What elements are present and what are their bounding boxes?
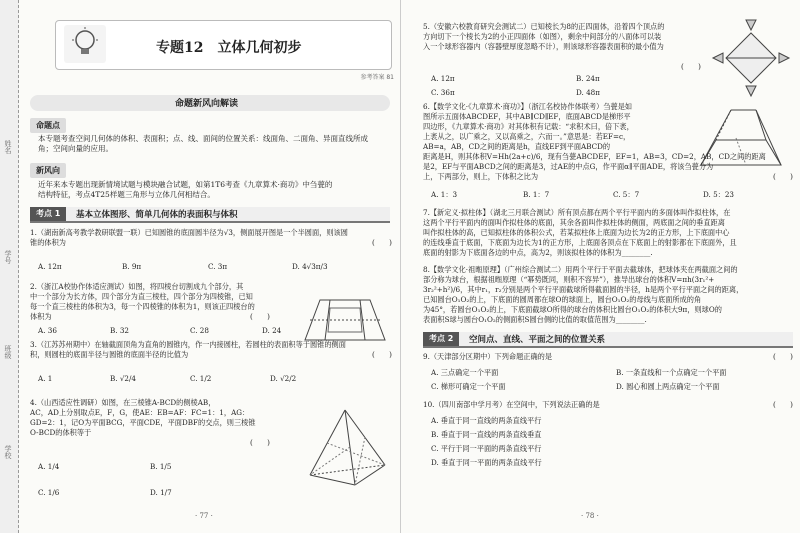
answer-blank: ( ) — [372, 350, 392, 359]
question-4: 4.（山西适应性调研）如图，在三棱锥A-BCD的侧棱AB， AC，AD上分别取点E，F，G，使AE：EB=AF：FC=1：1，AG： GD=2：1，记O为平面BCG，平面CDE，平面DBF的交点，则三棱锥 O-BCD的体积等于 — [30, 398, 256, 437]
xinfengxiang-text: 近年来本专题出现新情境试题与模块融合试题，如第1T6考查《九章算术·商功》中刍甍的 结构特征，考点4T25样题三角形与立体几何相结合。 — [38, 180, 333, 199]
kaodian-title: 空间点、直线、平面之间的位置关系 — [469, 335, 606, 345]
option-a: A. 12π — [38, 262, 62, 271]
question-2: 2.（浙江A校协作体适应测试）如图，将四棱台切割成九个部分，其 中一个部分为长方体，四个部分为直三棱柱，四个部分为四棱锥，已知 每一个直三棱柱的体积为3，每一个四棱锥的体积为1，则该正四棱台的 体积为 — [30, 282, 255, 321]
binding-label: 学校 — [4, 445, 12, 459]
binding-strip — [0, 0, 19, 533]
option-b: B. √2/4 — [110, 374, 136, 383]
option-b: B. 9π — [122, 262, 142, 271]
option-a: A. 1：3 — [431, 190, 458, 199]
kaodian-2-header — [423, 332, 793, 348]
option-d: D. 4√3π/3 — [292, 262, 328, 271]
option-a: A. 1 — [38, 374, 53, 383]
option-c: C. 梯形可确定一个平面 — [431, 382, 506, 391]
option-c: C. 36π — [431, 88, 455, 97]
option-c: C. 28 — [190, 326, 209, 335]
section-band — [30, 95, 390, 111]
option-d: D. 垂直于同一平面的两条直线平行 — [431, 458, 542, 467]
option-d: D. 圆心和圆上两点确定一个平面 — [616, 382, 720, 391]
octahedron-figure — [711, 18, 791, 102]
option-d: D. 1/7 — [150, 488, 172, 497]
binding-label: 学号 — [4, 250, 12, 264]
xinfengxiang-tag: 新风向 — [30, 163, 66, 178]
option-c: C. 1/2 — [190, 374, 212, 383]
answer-blank: ( ) — [372, 238, 392, 247]
option-b: B. 垂直于同一直线的两条直线垂直 — [431, 430, 542, 439]
option-c: C. 1/6 — [38, 488, 60, 497]
question-1: 1.（湖南新高考教学教研联盟一联）已知圆锥的底面圆半径为√3，侧面展开图是一个半圆面，则该圆 锥的体积为 — [30, 228, 348, 247]
question-7: 7.【新定义·拟柱体】（湖北三月联合测试）所有顶点都在两个平行平面内的多面体叫作拟柱体，在 这两个平行平面内的面叫作拟柱体的底面，其余各面叫作拟柱体的侧面，两底面之间的垂直距离 叫作拟柱体的高，已知拟柱体的体积公式，若某拟柱体上底面为边长为2的正方形，上下底面中心 的连线垂直于底面，下底面为边长为1的正方形，上底面各顶点在下底面上的射影都在下底面外，且 底面的射影为下底面各边的中点，高为2，则该拟柱体的体积为________. — [423, 208, 737, 257]
question-3: 3.（江苏苏州期中）在轴截面顶角为直角的圆锥内，作一内接圆柱，若圆柱的表面积等于圆锥的侧面 积，则圆柱的底面半径与圆锥的底面半径的比值为 — [30, 340, 346, 359]
page-number: · 77 · — [195, 512, 213, 520]
mingtidian-text: 本专题考查空间几何体的体积、表面积；点、线、面间的位置关系：线面角、二面角、异面直线所成 角；空间向量的应用。 — [38, 134, 368, 153]
kaodian-1-header — [30, 207, 390, 223]
option-c: C. 平行于同一平面的两条直线平行 — [431, 444, 542, 453]
question-6: 6.【数学文化·《九章算术·商功》】（浙江名校协作体联考）刍甍是如 图所示五面体ABCDEF，其中AB∥CD∥EF，底面ABCD是梯形平 四边形，《九章算术·商功》对其体积有记载：“求积术曰，倍下袤， 上袤从之，以广乘之，又以高乘之，六而一。”意思是：若EF=c， AB=a，AB，CD之间的距离是h，直线EF到平面ABCD的 — [423, 102, 634, 151]
option-a: A. 垂直于同一直线的两条直线平行 — [431, 416, 542, 425]
kaodian-tag: 考点 1 — [30, 207, 66, 221]
tetrahedron-figure — [300, 405, 395, 494]
option-b: B. 1：7 — [523, 190, 550, 199]
option-b: B. 一条直线和一个点确定一个平面 — [616, 368, 727, 377]
lightbulb-icon — [64, 25, 106, 63]
answer-blank: ( ) — [250, 312, 270, 321]
option-a: A. 12π — [431, 74, 455, 83]
page-title: 专题12 立体几何初步 — [156, 40, 302, 56]
question-5: 5.（安徽六校教育研究会测试二）已知棱长为8的正四面体，沿着四个顶点的 方向切下一个棱长为2的小正四面体（如图），剩余中间部分的八面体可以装 入一个球形容器内（容器壁厚度忽略不计），则该球形容器表面积的最小值为 — [423, 22, 665, 51]
kaodian-tag: 考点 2 — [423, 332, 459, 346]
option-d: D. 24 — [262, 326, 282, 335]
question-9: 9.（天津部分区期中）下列命题正确的是 — [423, 352, 553, 361]
option-b: B. 1/5 — [150, 462, 172, 471]
topic-header — [55, 20, 392, 70]
page-number: · 78 · — [581, 512, 599, 520]
section-title: 命题新风向解读 — [175, 99, 239, 109]
binding-label: 班级 — [4, 345, 12, 359]
option-c: C. 3π — [208, 262, 228, 271]
option-a: A. 36 — [38, 326, 57, 335]
answer-reference: 参考答案 81 — [360, 74, 394, 81]
mingtidian-tag: 命题点 — [30, 118, 66, 133]
binding-label: 姓名 — [4, 140, 12, 154]
right-page — [400, 0, 800, 533]
option-d: D. 48π — [576, 88, 600, 97]
option-d: D. 5：23 — [703, 190, 734, 199]
kaodian-title: 基本立体图形、简单几何体的表面积与体积 — [76, 210, 238, 220]
answer-blank: ( ) — [250, 438, 270, 447]
option-b: B. 24π — [576, 74, 600, 83]
question-8: 8.【数学文化·祖暅原理】（广州综合测试二）用两个平行于平面去截球体，把球体夹在两截面之间的 部分称为球台，根据祖暅原理（“幂势既同，则积不容异”），推导出球台的体积V=πh(3r₁²+ 3r₂²+h²)/6，其中r₁，r₂分别是两个平行平面截球所得截面圆的半径，h是两个平行平面之间的距离， 已知圆台O₁O₂的上，下底面的圆周都在球O的球面上，圆台O₁O₂的母线与底面所成的角 为45°，若圆台O₁O₂的上，下底面截球O所得的球台的体积比圆台O₁O₂的体积大9π，则球O的 表面积S球与圆台O₁O₂的侧面积S圆台侧的比值的取值范围为________. — [423, 265, 744, 324]
option-a: A. 三点确定一个平面 — [431, 368, 499, 377]
answer-blank: ( ) — [681, 62, 701, 71]
question-6-continued: 距离是H，则其体积V=Hh(2a+c)/6，现有刍甍ABCDEF，EF=1，AB=3，CD=2，AB，CD之间的距离 是2，EF与平面ABCD之间的距离是3，过AE的中点G，作平面α∥平面ADE，将该刍甍分为 上，下两部分，则上，下体积之比为 — [423, 152, 766, 181]
option-b: B. 32 — [110, 326, 129, 335]
answer-blank: ( ) — [773, 352, 793, 361]
option-a: A. 1/4 — [38, 462, 60, 471]
answer-blank: ( ) — [773, 172, 793, 181]
option-c: C. 5：7 — [613, 190, 640, 199]
answer-blank: ( ) — [773, 400, 793, 409]
option-d: D. √2/2 — [270, 374, 297, 383]
question-10: 10.（四川南部中学月考）在空间中，下列说法正确的是 — [423, 400, 600, 409]
